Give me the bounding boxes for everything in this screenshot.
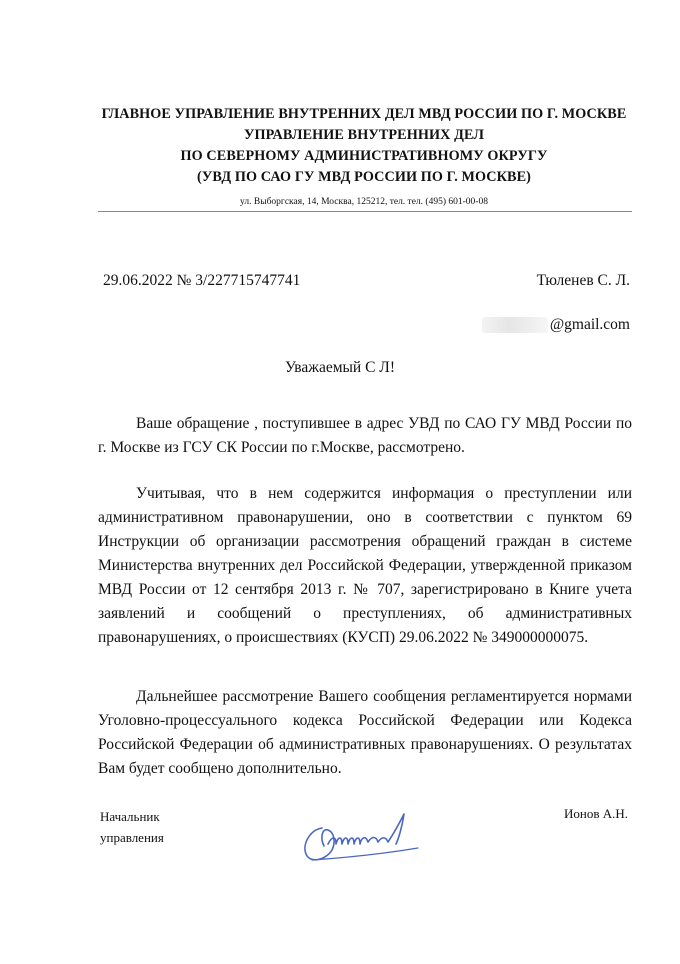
letterhead-divider	[98, 211, 632, 212]
paragraph-1: Ваше обращение , поступившее в адрес УВД по САО ГУ МВД России по г. Москве из ГСУ СК России по г.Москве, рассмотрено.	[98, 415, 632, 456]
redacted-email-local-part	[482, 317, 548, 333]
greeting: Уважаемый С Л!	[285, 359, 395, 376]
signatory-title	[100, 806, 164, 848]
letterhead-line-4: (УВД ПО САО ГУ МВД РОССИИ ПО Г. МОСКВЕ)	[197, 169, 531, 185]
letterhead-line-1: ГЛАВНОЕ УПРАВЛЕНИЕ ВНУТРЕННИХ ДЕЛ МВД РОССИИ ПО Г. МОСКВЕ	[101, 106, 627, 122]
paragraph-2: Учитывая, что в нем содержится информация о преступлении или административном правонарушении, оно в соответствии с пунктом 69 Инструкции об организации рассмотрения обращений граждан в системе Министерства внутренних дел Российской Федерации, утвержденной приказом МВД России от 12 сентября 2013 г. № 707, зарегистрировано в Книге учета заявлений и сообщений о преступлениях, об административных правонарушениях, о происшествиях (КУСП) 29.06.2022 № 349000000075.	[98, 485, 632, 646]
handwritten-signature	[292, 806, 430, 870]
email-domain: @gmail.com	[549, 316, 630, 333]
registration-number: 29.06.2022 № 3/227715747741	[103, 272, 301, 289]
paragraph-3: Дальнейшее рассмотрение Вашего сообщения регламентируется нормами Уголовно-процессуального кодекса Российской Федерации или Кодекса Российской Федерации об административных правонарушениях. О результатах Вам будет сообщено дополнительно.	[98, 688, 632, 777]
letterhead	[60, 104, 668, 188]
addressee-name: Тюленев С. Л.	[536, 272, 630, 289]
letterhead-address: ул. Выборгская, 14, Москва, 125212, тел. тел. (495) 601-00-08	[240, 197, 488, 207]
signatory-title-line-1: Начальник	[100, 809, 160, 824]
signatory-title-line-2: управления	[100, 830, 164, 845]
signatory-name: Ионов А.Н.	[563, 806, 628, 821]
letterhead-line-2: УПРАВЛЕНИЕ ВНУТРЕННИХ ДЕЛ	[243, 127, 485, 143]
letterhead-line-3: ПО СЕВЕРНОМУ АДМИНИСТРАТИВНОМУ ОКРУГУ	[180, 148, 548, 164]
addressee-email	[482, 316, 630, 334]
